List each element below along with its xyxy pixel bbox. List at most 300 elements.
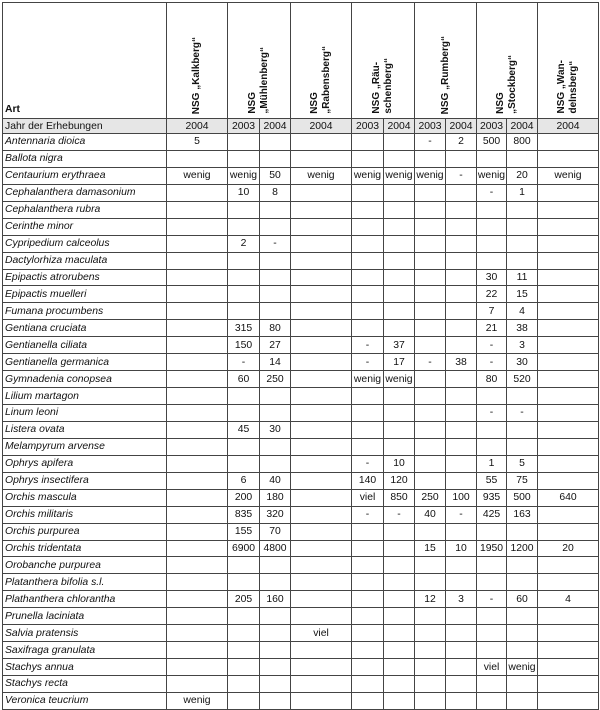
- count-cell: 1200: [507, 540, 538, 557]
- count-cell: -: [352, 455, 384, 472]
- count-cell: [538, 201, 599, 218]
- count-cell: 22: [477, 286, 507, 303]
- count-cell: 850: [384, 489, 415, 506]
- table-row: [3, 625, 599, 642]
- table-row: [3, 184, 599, 201]
- species-name: Saxifraga granulata: [3, 642, 167, 659]
- count-cell: [291, 676, 352, 693]
- count-cell: [538, 286, 599, 303]
- count-cell: [538, 421, 599, 438]
- count-cell: [260, 625, 291, 642]
- count-cell: [167, 557, 228, 574]
- count-cell: 320: [260, 506, 291, 523]
- count-cell: -: [477, 184, 507, 201]
- table-row: [3, 557, 599, 574]
- count-cell: [507, 608, 538, 625]
- count-cell: [228, 455, 260, 472]
- count-cell: [446, 692, 477, 709]
- count-cell: [538, 218, 599, 235]
- count-cell: 140: [352, 472, 384, 489]
- count-cell: 163: [507, 506, 538, 523]
- count-cell: [167, 150, 228, 167]
- count-cell: wenig: [415, 167, 446, 184]
- count-cell: [446, 421, 477, 438]
- count-cell: [415, 455, 446, 472]
- count-cell: [260, 438, 291, 455]
- species-name: Gentianella germanica: [3, 354, 167, 371]
- count-cell: 70: [260, 523, 291, 540]
- count-cell: 4: [507, 303, 538, 320]
- count-cell: [352, 235, 384, 252]
- count-cell: [228, 438, 260, 455]
- count-cell: [446, 608, 477, 625]
- count-cell: [415, 184, 446, 201]
- count-cell: 21: [477, 320, 507, 337]
- count-cell: [384, 676, 415, 693]
- count-cell: [507, 523, 538, 540]
- species-name: Dactylorhiza maculata: [3, 252, 167, 269]
- count-cell: [167, 642, 228, 659]
- count-cell: [167, 676, 228, 693]
- count-cell: -: [507, 405, 538, 422]
- count-cell: [352, 201, 384, 218]
- count-cell: [167, 438, 228, 455]
- count-cell: [228, 269, 260, 286]
- count-cell: [167, 184, 228, 201]
- species-name: Epipactis atrorubens: [3, 269, 167, 286]
- table-row: [3, 642, 599, 659]
- table-row: [3, 371, 599, 388]
- count-cell: [228, 303, 260, 320]
- count-cell: [384, 201, 415, 218]
- count-cell: [384, 523, 415, 540]
- count-cell: [538, 371, 599, 388]
- table-row: [3, 608, 599, 625]
- count-cell: [538, 608, 599, 625]
- count-cell: 60: [507, 591, 538, 608]
- art-column-header: Art: [3, 3, 167, 119]
- count-cell: [291, 472, 352, 489]
- species-name: Cypripedium calceolus: [3, 235, 167, 252]
- count-cell: 80: [260, 320, 291, 337]
- count-cell: [477, 574, 507, 591]
- count-cell: -: [477, 405, 507, 422]
- count-cell: [228, 150, 260, 167]
- species-name: Cephalanthera rubra: [3, 201, 167, 218]
- count-cell: 2: [446, 134, 477, 151]
- count-cell: [384, 421, 415, 438]
- count-cell: -: [352, 506, 384, 523]
- count-cell: [260, 218, 291, 235]
- count-cell: [352, 574, 384, 591]
- count-cell: [384, 692, 415, 709]
- count-cell: [352, 438, 384, 455]
- count-cell: [446, 218, 477, 235]
- count-cell: [477, 625, 507, 642]
- count-cell: [446, 523, 477, 540]
- count-cell: 14: [260, 354, 291, 371]
- count-cell: 15: [507, 286, 538, 303]
- count-cell: 120: [384, 472, 415, 489]
- count-cell: [446, 150, 477, 167]
- count-cell: 50: [260, 167, 291, 184]
- table-row: [3, 438, 599, 455]
- count-cell: [167, 506, 228, 523]
- count-cell: wenig: [384, 167, 415, 184]
- count-cell: [291, 574, 352, 591]
- count-cell: [538, 642, 599, 659]
- count-cell: [291, 506, 352, 523]
- count-cell: [352, 557, 384, 574]
- year-cell: 2004: [260, 119, 291, 134]
- count-cell: [384, 405, 415, 422]
- count-cell: 12: [415, 591, 446, 608]
- count-cell: [446, 235, 477, 252]
- count-cell: [291, 286, 352, 303]
- count-cell: [228, 692, 260, 709]
- count-cell: [384, 150, 415, 167]
- count-cell: [260, 455, 291, 472]
- count-cell: [446, 184, 477, 201]
- count-cell: [384, 591, 415, 608]
- count-cell: 4: [538, 591, 599, 608]
- year-cell: 2004: [507, 119, 538, 134]
- count-cell: 45: [228, 421, 260, 438]
- count-cell: 180: [260, 489, 291, 506]
- count-cell: wenig: [291, 167, 352, 184]
- count-cell: 11: [507, 269, 538, 286]
- count-cell: [291, 455, 352, 472]
- species-name: Gymnadenia conopsea: [3, 371, 167, 388]
- table-row: [3, 252, 599, 269]
- count-cell: 3: [446, 591, 477, 608]
- count-cell: -: [260, 235, 291, 252]
- count-cell: [415, 421, 446, 438]
- count-cell: [446, 269, 477, 286]
- count-cell: [228, 388, 260, 405]
- species-name: Cephalanthera damasonium: [3, 184, 167, 201]
- count-cell: [352, 692, 384, 709]
- count-cell: [228, 201, 260, 218]
- count-cell: [446, 472, 477, 489]
- count-cell: [538, 659, 599, 676]
- count-cell: [291, 269, 352, 286]
- species-survey-table: [2, 2, 599, 710]
- count-cell: -: [415, 354, 446, 371]
- count-cell: [228, 659, 260, 676]
- count-cell: [538, 354, 599, 371]
- table-row: [3, 506, 599, 523]
- species-name: Prunella laciniata: [3, 608, 167, 625]
- count-cell: [228, 676, 260, 693]
- count-cell: [291, 201, 352, 218]
- count-cell: [477, 692, 507, 709]
- count-cell: 1: [507, 184, 538, 201]
- count-cell: 640: [538, 489, 599, 506]
- count-cell: [228, 218, 260, 235]
- count-cell: [260, 388, 291, 405]
- count-cell: [352, 676, 384, 693]
- count-cell: 835: [228, 506, 260, 523]
- year-cell: 2004: [167, 119, 228, 134]
- count-cell: [291, 608, 352, 625]
- species-name: Stachys annua: [3, 659, 167, 676]
- count-cell: [477, 218, 507, 235]
- count-cell: [167, 472, 228, 489]
- count-cell: [446, 557, 477, 574]
- count-cell: wenig: [167, 167, 228, 184]
- species-name: Orchis tridentata: [3, 540, 167, 557]
- count-cell: [538, 337, 599, 354]
- count-cell: 17: [384, 354, 415, 371]
- count-cell: [167, 286, 228, 303]
- count-cell: [538, 320, 599, 337]
- count-cell: [415, 252, 446, 269]
- count-cell: [415, 557, 446, 574]
- count-cell: 20: [538, 540, 599, 557]
- count-cell: [352, 286, 384, 303]
- count-cell: [507, 201, 538, 218]
- count-cell: 10: [446, 540, 477, 557]
- count-cell: [446, 438, 477, 455]
- species-name: Ballota nigra: [3, 150, 167, 167]
- count-cell: [538, 405, 599, 422]
- count-cell: [538, 269, 599, 286]
- count-cell: [415, 337, 446, 354]
- count-cell: -: [477, 591, 507, 608]
- count-cell: [291, 388, 352, 405]
- count-cell: 100: [446, 489, 477, 506]
- table-row: [3, 692, 599, 709]
- count-cell: 500: [477, 134, 507, 151]
- count-cell: [384, 252, 415, 269]
- count-cell: [291, 540, 352, 557]
- table-row: [3, 523, 599, 540]
- count-cell: [538, 455, 599, 472]
- count-cell: [415, 692, 446, 709]
- count-cell: 40: [260, 472, 291, 489]
- table-row: [3, 150, 599, 167]
- count-cell: [352, 320, 384, 337]
- count-cell: [446, 659, 477, 676]
- species-name: Orchis purpurea: [3, 523, 167, 540]
- count-cell: [477, 388, 507, 405]
- count-cell: [228, 286, 260, 303]
- site-header-raeuschenberg: NSG „Räu- schenberg“: [352, 3, 415, 119]
- count-cell: [352, 184, 384, 201]
- count-cell: [291, 320, 352, 337]
- count-cell: [260, 303, 291, 320]
- species-name: Antennaria dioica: [3, 134, 167, 151]
- count-cell: [446, 405, 477, 422]
- count-cell: [446, 371, 477, 388]
- site-header-kalkberg: NSG „Kalkberg“: [167, 3, 228, 119]
- count-cell: [167, 354, 228, 371]
- count-cell: 160: [260, 591, 291, 608]
- count-cell: [291, 591, 352, 608]
- count-cell: [384, 608, 415, 625]
- count-cell: [415, 371, 446, 388]
- count-cell: 30: [477, 269, 507, 286]
- count-cell: viel: [477, 659, 507, 676]
- count-cell: [167, 591, 228, 608]
- site-header-rumberg: NSG „Rumberg“: [415, 3, 477, 119]
- count-cell: 38: [507, 320, 538, 337]
- count-cell: [352, 608, 384, 625]
- count-cell: [415, 303, 446, 320]
- count-cell: [291, 150, 352, 167]
- count-cell: [384, 320, 415, 337]
- count-cell: 4800: [260, 540, 291, 557]
- count-cell: 30: [507, 354, 538, 371]
- count-cell: 15: [415, 540, 446, 557]
- count-cell: [477, 676, 507, 693]
- count-cell: [228, 574, 260, 591]
- count-cell: [538, 252, 599, 269]
- count-cell: [415, 438, 446, 455]
- count-cell: [167, 405, 228, 422]
- count-cell: [291, 337, 352, 354]
- count-cell: 935: [477, 489, 507, 506]
- count-cell: [446, 388, 477, 405]
- count-cell: [477, 608, 507, 625]
- species-name: Gentianella ciliata: [3, 337, 167, 354]
- count-cell: [291, 523, 352, 540]
- count-cell: [538, 235, 599, 252]
- species-rows: [3, 134, 599, 710]
- count-cell: [352, 252, 384, 269]
- count-cell: 500: [507, 489, 538, 506]
- count-cell: [477, 235, 507, 252]
- count-cell: 6: [228, 472, 260, 489]
- count-cell: -: [446, 167, 477, 184]
- year-cell: 2004: [291, 119, 352, 134]
- count-cell: -: [477, 354, 507, 371]
- year-cell: 2003: [415, 119, 446, 134]
- count-cell: [167, 659, 228, 676]
- count-cell: [167, 455, 228, 472]
- count-cell: [446, 320, 477, 337]
- count-cell: [415, 150, 446, 167]
- count-cell: [477, 523, 507, 540]
- table-row: [3, 303, 599, 320]
- table-row: [3, 591, 599, 608]
- count-cell: [415, 388, 446, 405]
- table-row: [3, 421, 599, 438]
- count-cell: -: [477, 337, 507, 354]
- count-cell: 80: [477, 371, 507, 388]
- count-cell: [352, 591, 384, 608]
- count-cell: -: [352, 337, 384, 354]
- table-row: [3, 337, 599, 354]
- count-cell: [167, 218, 228, 235]
- count-cell: [291, 421, 352, 438]
- count-cell: [415, 625, 446, 642]
- count-cell: 800: [507, 134, 538, 151]
- count-cell: [446, 676, 477, 693]
- count-cell: [260, 201, 291, 218]
- count-cell: [228, 642, 260, 659]
- count-cell: [167, 489, 228, 506]
- count-cell: [167, 235, 228, 252]
- count-cell: [415, 269, 446, 286]
- count-cell: [538, 134, 599, 151]
- count-cell: [507, 421, 538, 438]
- count-cell: [477, 252, 507, 269]
- count-cell: [507, 692, 538, 709]
- count-cell: [446, 455, 477, 472]
- count-cell: [260, 134, 291, 151]
- species-name: Ophrys insectifera: [3, 472, 167, 489]
- count-cell: [167, 320, 228, 337]
- count-cell: [260, 286, 291, 303]
- count-cell: [384, 642, 415, 659]
- count-cell: [352, 625, 384, 642]
- count-cell: [538, 506, 599, 523]
- year-cell: 2004: [446, 119, 477, 134]
- count-cell: [260, 608, 291, 625]
- table-row: [3, 574, 599, 591]
- count-cell: 40: [415, 506, 446, 523]
- count-cell: 60: [228, 371, 260, 388]
- count-cell: wenig: [167, 692, 228, 709]
- count-cell: 1: [477, 455, 507, 472]
- count-cell: 315: [228, 320, 260, 337]
- count-cell: [384, 218, 415, 235]
- count-cell: [507, 252, 538, 269]
- count-cell: [260, 676, 291, 693]
- count-cell: [291, 438, 352, 455]
- count-cell: [291, 405, 352, 422]
- count-cell: [507, 150, 538, 167]
- species-name: Plathanthera chlorantha: [3, 591, 167, 608]
- count-cell: [352, 134, 384, 151]
- count-cell: [477, 642, 507, 659]
- count-cell: [291, 235, 352, 252]
- count-cell: [228, 405, 260, 422]
- table-row: [3, 134, 599, 151]
- table-row: [3, 201, 599, 218]
- count-cell: wenig: [384, 371, 415, 388]
- count-cell: [538, 438, 599, 455]
- count-cell: 2: [228, 235, 260, 252]
- count-cell: [538, 625, 599, 642]
- count-cell: [291, 184, 352, 201]
- count-cell: [167, 337, 228, 354]
- count-cell: [260, 659, 291, 676]
- count-cell: [507, 574, 538, 591]
- count-cell: wenig: [352, 371, 384, 388]
- count-cell: [352, 269, 384, 286]
- count-cell: [291, 659, 352, 676]
- count-cell: [415, 642, 446, 659]
- count-cell: 205: [228, 591, 260, 608]
- count-cell: [260, 642, 291, 659]
- count-cell: [415, 608, 446, 625]
- count-cell: 150: [228, 337, 260, 354]
- count-cell: [415, 659, 446, 676]
- count-cell: [477, 150, 507, 167]
- count-cell: [446, 574, 477, 591]
- count-cell: [446, 286, 477, 303]
- count-cell: 8: [260, 184, 291, 201]
- species-name: Stachys recta: [3, 676, 167, 693]
- count-cell: [538, 574, 599, 591]
- count-cell: [384, 659, 415, 676]
- count-cell: [507, 642, 538, 659]
- count-cell: [538, 676, 599, 693]
- count-cell: [507, 557, 538, 574]
